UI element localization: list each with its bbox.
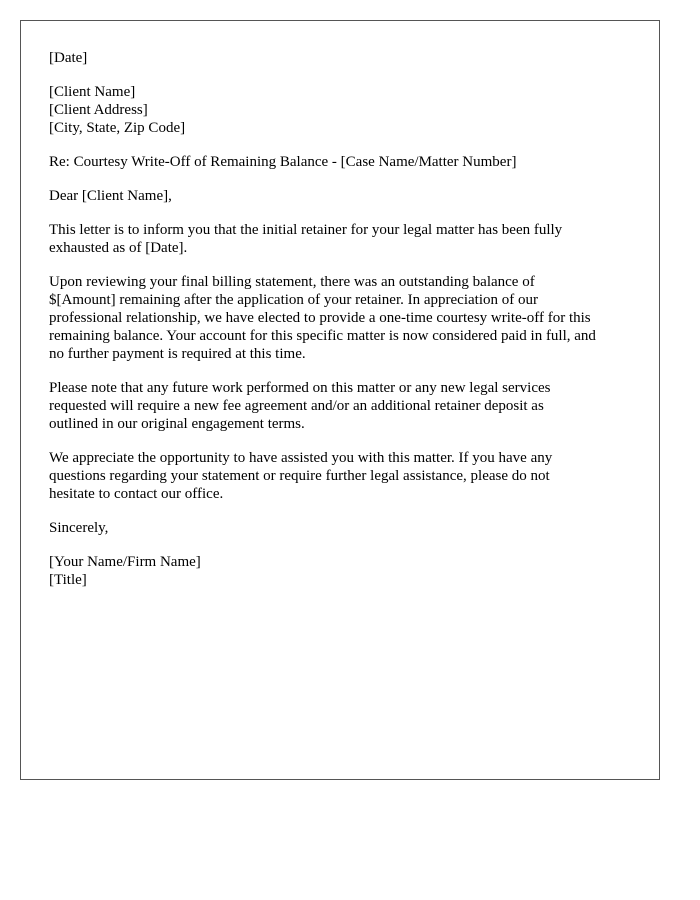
signature-title: [Title] xyxy=(49,572,87,588)
letter-date: [Date] xyxy=(49,50,88,66)
closing-text: Sincerely, xyxy=(49,520,109,536)
paragraph-line: We appreciate the opportunity to have assisted you with this matter. If you have any xyxy=(49,450,553,466)
paragraph-4 xyxy=(49,449,639,503)
paragraph-line: remaining balance. Your account for this specific matter is now considered paid in full, and xyxy=(49,328,596,344)
recipient-address: [Client Address] xyxy=(49,102,148,118)
paragraph-line: no further payment is required at this time. xyxy=(49,346,306,362)
paragraph-line: outlined in our original engagement terms. xyxy=(49,416,305,432)
recipient-city-state-zip: [City, State, Zip Code] xyxy=(49,120,186,136)
letter-subject: Re: Courtesy Write-Off of Remaining Balance - [Case Name/Matter Number] xyxy=(49,154,517,170)
paragraph-line: This letter is to inform you that the initial retainer for your legal matter has been fully xyxy=(49,222,563,238)
paragraph-line: questions regarding your statement or require further legal assistance, please do not xyxy=(49,468,550,484)
recipient-name: [Client Name] xyxy=(49,84,136,100)
paragraph-line: hesitate to contact our office. xyxy=(49,486,224,502)
paragraph-1 xyxy=(49,221,639,257)
date-line xyxy=(49,49,639,67)
paragraph-line: $[Amount] remaining after the application of your retainer. In appreciation of our xyxy=(49,292,538,308)
paragraph-line: requested will require a new fee agreement and/or an additional retainer deposit as xyxy=(49,398,544,414)
paragraph-line: Please note that any future work performed on this matter or any new legal services xyxy=(49,380,551,396)
salutation-text: Dear [Client Name], xyxy=(49,188,172,204)
paragraph-3 xyxy=(49,379,639,433)
paragraph-2 xyxy=(49,273,639,363)
signature-name-firm: [Your Name/Firm Name] xyxy=(49,554,201,570)
closing xyxy=(49,519,639,537)
letter-frame xyxy=(20,20,660,780)
signature-block xyxy=(49,553,639,589)
paragraph-line: exhausted as of [Date]. xyxy=(49,240,188,256)
paragraph-line: Upon reviewing your final billing statement, there was an outstanding balance of xyxy=(49,274,535,290)
subject-line xyxy=(49,153,639,171)
letter-body xyxy=(49,49,639,605)
recipient-block xyxy=(49,83,639,137)
paragraph-line: professional relationship, we have elected to provide a one-time courtesy write-off for this xyxy=(49,310,591,326)
salutation xyxy=(49,187,639,205)
